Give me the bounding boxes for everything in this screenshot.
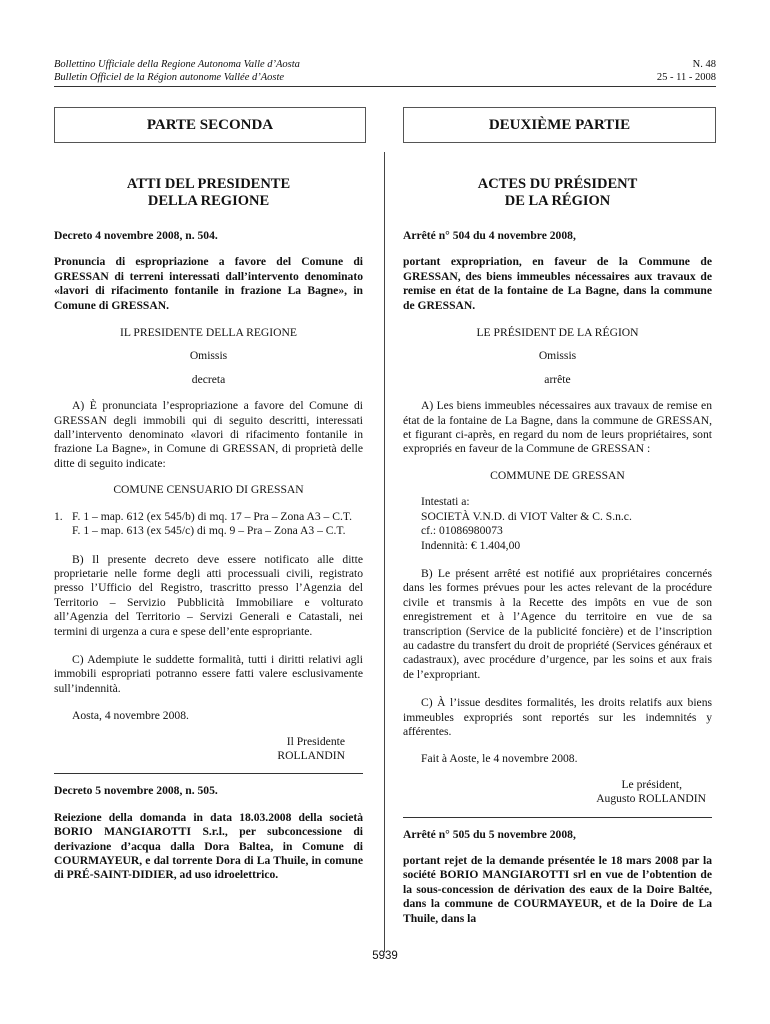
issue-info	[657, 58, 716, 84]
paragraph-c-fr: C) À l’issue desdites formalités, les droits relatifs aux biens immeubles expropriés sont reportés sur les indemnités y afférentes.	[403, 696, 712, 738]
decree-separator	[54, 773, 363, 774]
omissis-fr: Omissis	[538, 349, 577, 363]
place-date: Aosta, 4 novembre 2008.	[72, 709, 189, 723]
section-title-it-1: ATTI DEL PRESIDENTE	[126, 176, 291, 192]
signature-name-fr: Augusto ROLLANDIN	[596, 792, 706, 806]
arrete-separator	[403, 817, 712, 818]
column-divider	[384, 152, 385, 952]
right-column	[403, 176, 712, 926]
section-title-fr-1: ACTES DU PRÉSIDENT	[477, 176, 638, 192]
signature-title-fr: Le président,	[621, 777, 682, 791]
arrete-505-title: Arrêté n° 505 du 5 novembre 2008,	[403, 827, 576, 841]
owner-label: Intestati a:	[421, 495, 470, 509]
left-column	[54, 176, 363, 883]
owner-indemnity: Indennità: € 1.404,00	[421, 538, 521, 552]
decree-505-subject: Reiezione della domanda in data 18.03.2008 della società BORIO MANGIAROTTI S.r.l., per subconcessione di derivazione d’acqua dalla Dora Baltea, in Comune di COURMAYEUR, e dal torrente Dora di La Thuile, in comune di PRÉ-SAINT-DIDIER, ad uso idroelettrico.	[54, 810, 363, 882]
decree-504-subject: Pronuncia di espropriazione a favore del Comune di GRESSAN di terreni interessati dall’intervento denominato «lavori di rifacimento fontanile in frazione La Bagne», in Comune di GRESSAN.	[54, 255, 363, 312]
arrete-504-subject: portant expropriation, en faveur de la Commune de GRESSAN, des biens immeubles nécessaires aux travaux de remise en état de la fontaine de La Bagne, dans la commune de GRESSAN.	[403, 255, 712, 312]
paragraph-b: B) Il presente decreto deve essere notificato alle ditte proprietarie nelle forme degli atti processuali civili, registrato presso l’Ufficio del Registro, trascritto presso l’Agenzia del Territorio – Servizio Pubblicità Immobiliare e volturato all’Agenzia del Territorio – Servizi Generali e Catastali, nei termini di urgenza a cura e spese dell’ente espropriante.	[54, 552, 363, 638]
decree-505-title: Decreto 5 novembre 2008, n. 505.	[54, 784, 218, 798]
bulletin-title-it: Bollettino Ufficiale della Regione Autonoma Valle d’Aosta	[54, 59, 300, 70]
part-title-fr: DEUXIÈME PARTIE	[403, 107, 716, 143]
property-list-item	[54, 510, 363, 539]
issue-number: N. 48	[692, 59, 716, 70]
paragraph-b-fr: B) Le présent arrêté est notifié aux propriétaires concernés dans les formes prévues pour les actes relevant de la procédure civile et transmis à la Recette des impôts en vue de son enregistrement et à l’Agence du territoire en vue de sa transcription (Service de la publicité foncière) et de l’inscription au cadastre du transfert du droit de propriété (Services généraux et cadastraux), avec procédure d’urgence, par les soins et aux frais de l’expropriant.	[403, 566, 712, 681]
parcel-line-1: F. 1 – map. 612 (ex 545/b) di mq. 17 – Pra – Zona A3 – C.T.	[72, 509, 352, 523]
signature-name: ROLLANDIN	[277, 748, 345, 762]
list-number: 1.	[54, 509, 63, 523]
header-rule	[54, 86, 716, 87]
arrete-504-title: Arrêté n° 504 du 4 novembre 2008,	[403, 229, 576, 242]
decree-504-title: Decreto 4 novembre 2008, n. 504.	[54, 229, 218, 242]
bulletin-header	[54, 58, 300, 84]
arrete: arrête	[544, 372, 571, 386]
owner-block	[403, 495, 712, 553]
arrete-505-subject: portant rejet de la demande présentée le 18 mars 2008 par la société BORIO MANGIAROTTI srl en vue de l’obtention de la sous-concession de dérivation des eaux de la Doire Baltée, dans la commune de COURMAYEUR, et de la Doire de La Thuile, dans la	[403, 854, 712, 925]
page-number: 5939	[372, 950, 398, 962]
commune-heading: COMMUNE DE GRESSAN	[490, 468, 625, 482]
bulletin-title-fr: Bulletin Officiel de la Région autonome Vallée d’Aoste	[54, 72, 285, 83]
owner-tax-code: cf.: 01086980073	[421, 524, 503, 538]
parcel-line-2: F. 1 – map. 613 (ex 545/c) di mq. 9 – Pra – Zona A3 – C.T.	[72, 524, 346, 538]
place-date-fr: Fait à Aoste, le 4 novembre 2008.	[421, 752, 578, 766]
authority-heading-fr: LE PRÉSIDENT DE LA RÉGION	[476, 326, 639, 340]
section-title-fr-2: DE LA RÉGION	[504, 192, 611, 209]
section-title-it-2: DELLA REGIONE	[147, 192, 270, 209]
signature-title: Il Presidente	[286, 734, 345, 748]
paragraph-c: C) Adempiute le suddette formalità, tutti i diritti relativi agli immobili espropriati potranno essere fatti valere esclusivamente sull’indennità.	[54, 652, 363, 695]
omissis: Omissis	[189, 349, 228, 363]
paragraph-a: A) È pronunciata l’espropriazione a favore del Comune di GRESSAN degli immobili qui di seguito descritti, interessati dall’intervento denominato «lavori di rifacimento fontanile in frazione La Bagne», in Comune di GRESSAN, di proprietà delle ditte di seguito indicate:	[54, 399, 363, 470]
issue-date: 25 - 11 - 2008	[656, 72, 716, 83]
part-title-it: PARTE SECONDA	[54, 107, 366, 143]
paragraph-a-fr: A) Les biens immeubles nécessaires aux travaux de remise en état de la fontaine de La Bagne, dans la commune de GRESSAN, et figurant ci-après, en regard du nom de leurs propriétaires, sont expropriés en faveur de la Commune de GRESSAN :	[403, 399, 712, 456]
owner-name: SOCIETÀ V.N.D. di VIOT Valter & C. S.n.c.	[421, 509, 632, 523]
decreta: decreta	[191, 372, 226, 386]
comune-heading: COMUNE CENSUARIO DI GRESSAN	[113, 483, 304, 497]
authority-heading: IL PRESIDENTE DELLA REGIONE	[120, 326, 297, 340]
